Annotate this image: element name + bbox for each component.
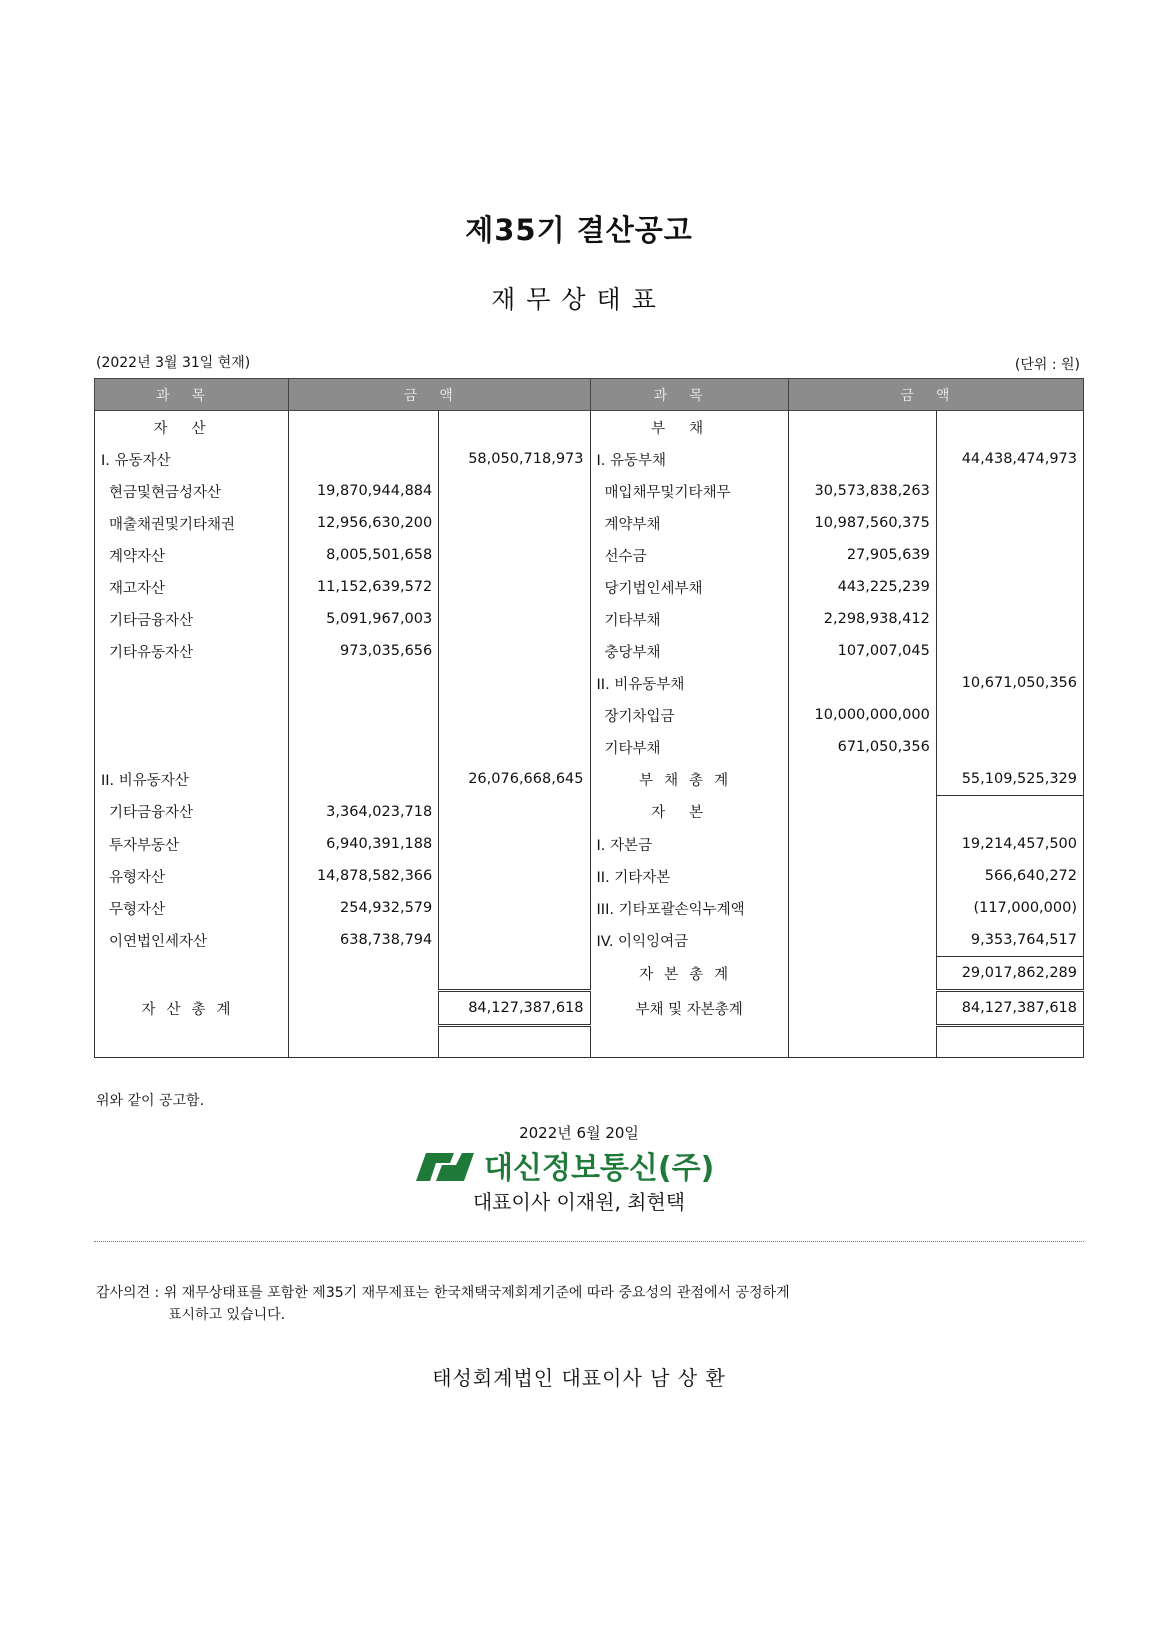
table-row (95, 924, 1084, 957)
row-item-right: II. 기타자본 (590, 860, 788, 892)
row-item-left: I. 유동자산 (95, 443, 289, 475)
row-amount-left-2 (439, 796, 590, 829)
notice-text: 위와 같이 공고함. (96, 1093, 205, 1109)
row-amount-right-2: 29,017,862,289 (936, 957, 1083, 991)
row-amount-right-2 (936, 796, 1083, 829)
header-item-right: 과목 (590, 379, 788, 411)
table-row (95, 731, 1084, 763)
row-amount-right-1 (788, 443, 936, 475)
row-amount-right-1: 2,298,938,412 (788, 603, 936, 635)
notice-date: 2022년 6월 20일 (519, 1124, 639, 1142)
row-amount-left-1: 14,878,582,366 (289, 860, 439, 892)
row-amount-left-1 (289, 957, 439, 991)
table-row (95, 991, 1084, 1026)
row-amount-right-1: 107,007,045 (788, 635, 936, 667)
row-amount-left-2 (439, 667, 590, 699)
row-amount-right-2 (936, 571, 1083, 603)
row-amount-right-1: 30,573,838,263 (788, 475, 936, 507)
row-amount-left-1 (289, 699, 439, 731)
row-amount-left-1: 12,956,630,200 (289, 507, 439, 539)
row-amount-right-2: (117,000,000) (936, 892, 1083, 924)
row-amount-left-2 (439, 539, 590, 571)
row-item-right: 매입채무및기타채무 (590, 475, 788, 507)
row-amount-left-1 (289, 991, 439, 1026)
table-row (95, 796, 1084, 829)
row-amount-left-2 (439, 603, 590, 635)
row-amount-right-1 (788, 924, 936, 957)
as-of-date: (2022년 3월 31일 현재) (96, 355, 251, 371)
row-amount-left-2 (439, 411, 590, 444)
row-amount-left-2 (439, 635, 590, 667)
row-amount-left-1: 8,005,501,658 (289, 539, 439, 571)
row-amount-left-1 (289, 411, 439, 444)
table-row (95, 699, 1084, 731)
row-amount-right-2: 44,438,474,973 (936, 443, 1083, 475)
row-amount-right-2: 19,214,457,500 (936, 828, 1083, 860)
company-logo (412, 1147, 788, 1185)
row-item-left (95, 667, 289, 699)
row-amount-right-1: 10,000,000,000 (788, 699, 936, 731)
row-item-right: I. 유동부채 (590, 443, 788, 475)
row-item-right: 선수금 (590, 539, 788, 571)
header-amount-right: 금액 (788, 379, 1083, 411)
row-item-left: 무형자산 (95, 892, 289, 924)
row-amount-left-2 (439, 571, 590, 603)
row-amount-left-2 (439, 731, 590, 763)
table-row-blank (95, 1026, 1084, 1058)
blank-cell (289, 1026, 439, 1058)
row-amount-right-1: 27,905,639 (788, 539, 936, 571)
header-amount-left: 금액 (289, 379, 590, 411)
row-amount-left-2 (439, 957, 590, 991)
row-amount-left-2 (439, 475, 590, 507)
row-item-right: I. 자본금 (590, 828, 788, 860)
row-amount-left-2 (439, 860, 590, 892)
table-row (95, 475, 1084, 507)
row-amount-right-1 (788, 667, 936, 699)
row-item-left: 자산총계 (95, 991, 289, 1026)
auditor-signature: 태성회계법인 대표이사 남 상 환 (432, 1366, 726, 1390)
row-amount-right-1 (788, 892, 936, 924)
row-item-left: 투자부동산 (95, 828, 289, 860)
row-amount-left-1: 638,738,794 (289, 924, 439, 957)
row-item-right: 기타부채 (590, 731, 788, 763)
table-row (95, 667, 1084, 699)
blank-cell (590, 1026, 788, 1058)
row-item-left: 기타금융자산 (95, 603, 289, 635)
row-item-right: 당기법인세부채 (590, 571, 788, 603)
dotted-divider (94, 1241, 1084, 1242)
row-amount-right-2 (936, 539, 1083, 571)
row-amount-right-1 (788, 860, 936, 892)
row-amount-right-1 (788, 796, 936, 829)
row-item-left: II. 비유동자산 (95, 763, 289, 796)
header-item-left: 과목 (95, 379, 289, 411)
table-row (95, 828, 1084, 860)
row-item-left: 매출채권및기타채권 (95, 507, 289, 539)
row-amount-right-2 (936, 475, 1083, 507)
row-item-left: 유형자산 (95, 860, 289, 892)
row-item-left: 재고자산 (95, 571, 289, 603)
row-amount-left-1 (289, 443, 439, 475)
table-row (95, 892, 1084, 924)
row-amount-left-1: 3,364,023,718 (289, 796, 439, 829)
row-item-left (95, 957, 289, 991)
row-amount-left-2 (439, 892, 590, 924)
row-amount-left-2 (439, 507, 590, 539)
row-amount-left-2: 58,050,718,973 (439, 443, 590, 475)
row-amount-left-1: 11,152,639,572 (289, 571, 439, 603)
blank-cell (439, 1026, 590, 1058)
row-amount-right-1 (788, 763, 936, 796)
row-item-right: III. 기타포괄손익누계액 (590, 892, 788, 924)
audit-label: 감사의견 : (96, 1285, 160, 1301)
audit-line-1: 위 재무상태표를 포함한 제35기 재무제표는 한국채택국제회계기준에 따라 중요성의 관점에서 공정하게 (163, 1285, 790, 1301)
row-item-left: 기타금융자산 (95, 796, 289, 829)
table-row (95, 539, 1084, 571)
row-amount-right-1: 671,050,356 (788, 731, 936, 763)
table-header-row (95, 379, 1084, 411)
blank-cell (788, 1026, 936, 1058)
row-amount-left-1 (289, 731, 439, 763)
row-amount-left-1: 6,940,391,188 (289, 828, 439, 860)
row-amount-right-1: 10,987,560,375 (788, 507, 936, 539)
row-amount-left-2 (439, 828, 590, 860)
table-row (95, 443, 1084, 475)
row-item-left: 자산 (95, 411, 289, 444)
row-amount-right-2: 84,127,387,618 (936, 991, 1083, 1026)
row-amount-left-1: 254,932,579 (289, 892, 439, 924)
company-emblem-icon (416, 1153, 474, 1181)
table-row (95, 635, 1084, 667)
audit-line-2: 표시하고 있습니다. (168, 1307, 286, 1323)
row-item-left: 계약자산 (95, 539, 289, 571)
row-amount-right-2: 55,109,525,329 (936, 763, 1083, 796)
row-amount-right-1 (788, 411, 936, 444)
row-amount-left-2: 26,076,668,645 (439, 763, 590, 796)
row-amount-right-2: 9,353,764,517 (936, 924, 1083, 957)
table-row (95, 571, 1084, 603)
row-amount-left-2 (439, 924, 590, 957)
unit-label: (단위 : 원) (1014, 357, 1080, 373)
blank-cell (95, 1026, 289, 1058)
row-amount-right-2 (936, 603, 1083, 635)
row-item-left (95, 731, 289, 763)
row-amount-left-2: 84,127,387,618 (439, 991, 590, 1026)
row-item-right: 자본총계 (590, 957, 788, 991)
row-amount-right-1: 443,225,239 (788, 571, 936, 603)
table-row (95, 860, 1084, 892)
row-item-right: 기타부채 (590, 603, 788, 635)
row-item-right: 장기차입금 (590, 699, 788, 731)
row-amount-right-2: 566,640,272 (936, 860, 1083, 892)
row-amount-right-2 (936, 411, 1083, 444)
row-item-right: 계약부채 (590, 507, 788, 539)
row-amount-left-2 (439, 699, 590, 731)
row-item-right: IV. 이익잉여금 (590, 924, 788, 957)
row-amount-left-1: 973,035,656 (289, 635, 439, 667)
row-amount-right-1 (788, 957, 936, 991)
row-amount-right-1 (788, 828, 936, 860)
statement-subtitle: 재무상태표 (491, 285, 667, 314)
row-item-right: 부채 (590, 411, 788, 444)
table-row (95, 603, 1084, 635)
row-item-right: II. 비유동부채 (590, 667, 788, 699)
row-amount-right-2 (936, 635, 1083, 667)
row-amount-right-2 (936, 507, 1083, 539)
blank-cell (936, 1026, 1083, 1058)
row-amount-right-2 (936, 699, 1083, 731)
row-item-left (95, 699, 289, 731)
row-item-right: 부채 및 자본총계 (590, 991, 788, 1026)
row-amount-right-1 (788, 991, 936, 1026)
row-amount-right-2 (936, 731, 1083, 763)
row-amount-left-1 (289, 667, 439, 699)
table-row (95, 507, 1084, 539)
row-item-right: 부채총계 (590, 763, 788, 796)
table-row (95, 411, 1084, 444)
row-amount-left-1: 5,091,967,003 (289, 603, 439, 635)
row-amount-left-1 (289, 763, 439, 796)
company-name: 대신정보통신(주) (484, 1151, 715, 1185)
row-item-left: 기타유동자산 (95, 635, 289, 667)
row-item-right: 자본 (590, 796, 788, 829)
page-title: 제35기 결산공고 (465, 213, 693, 247)
balance-sheet-table (94, 378, 1084, 1058)
row-item-right: 충당부채 (590, 635, 788, 667)
row-amount-right-2: 10,671,050,356 (936, 667, 1083, 699)
row-item-left: 이연법인세자산 (95, 924, 289, 957)
row-item-left: 현금및현금성자산 (95, 475, 289, 507)
ceo-names: 대표이사 이재원, 최현택 (472, 1190, 686, 1214)
table-row (95, 957, 1084, 991)
audit-opinion (96, 1282, 790, 1326)
table-row (95, 763, 1084, 796)
row-amount-left-1: 19,870,944,884 (289, 475, 439, 507)
